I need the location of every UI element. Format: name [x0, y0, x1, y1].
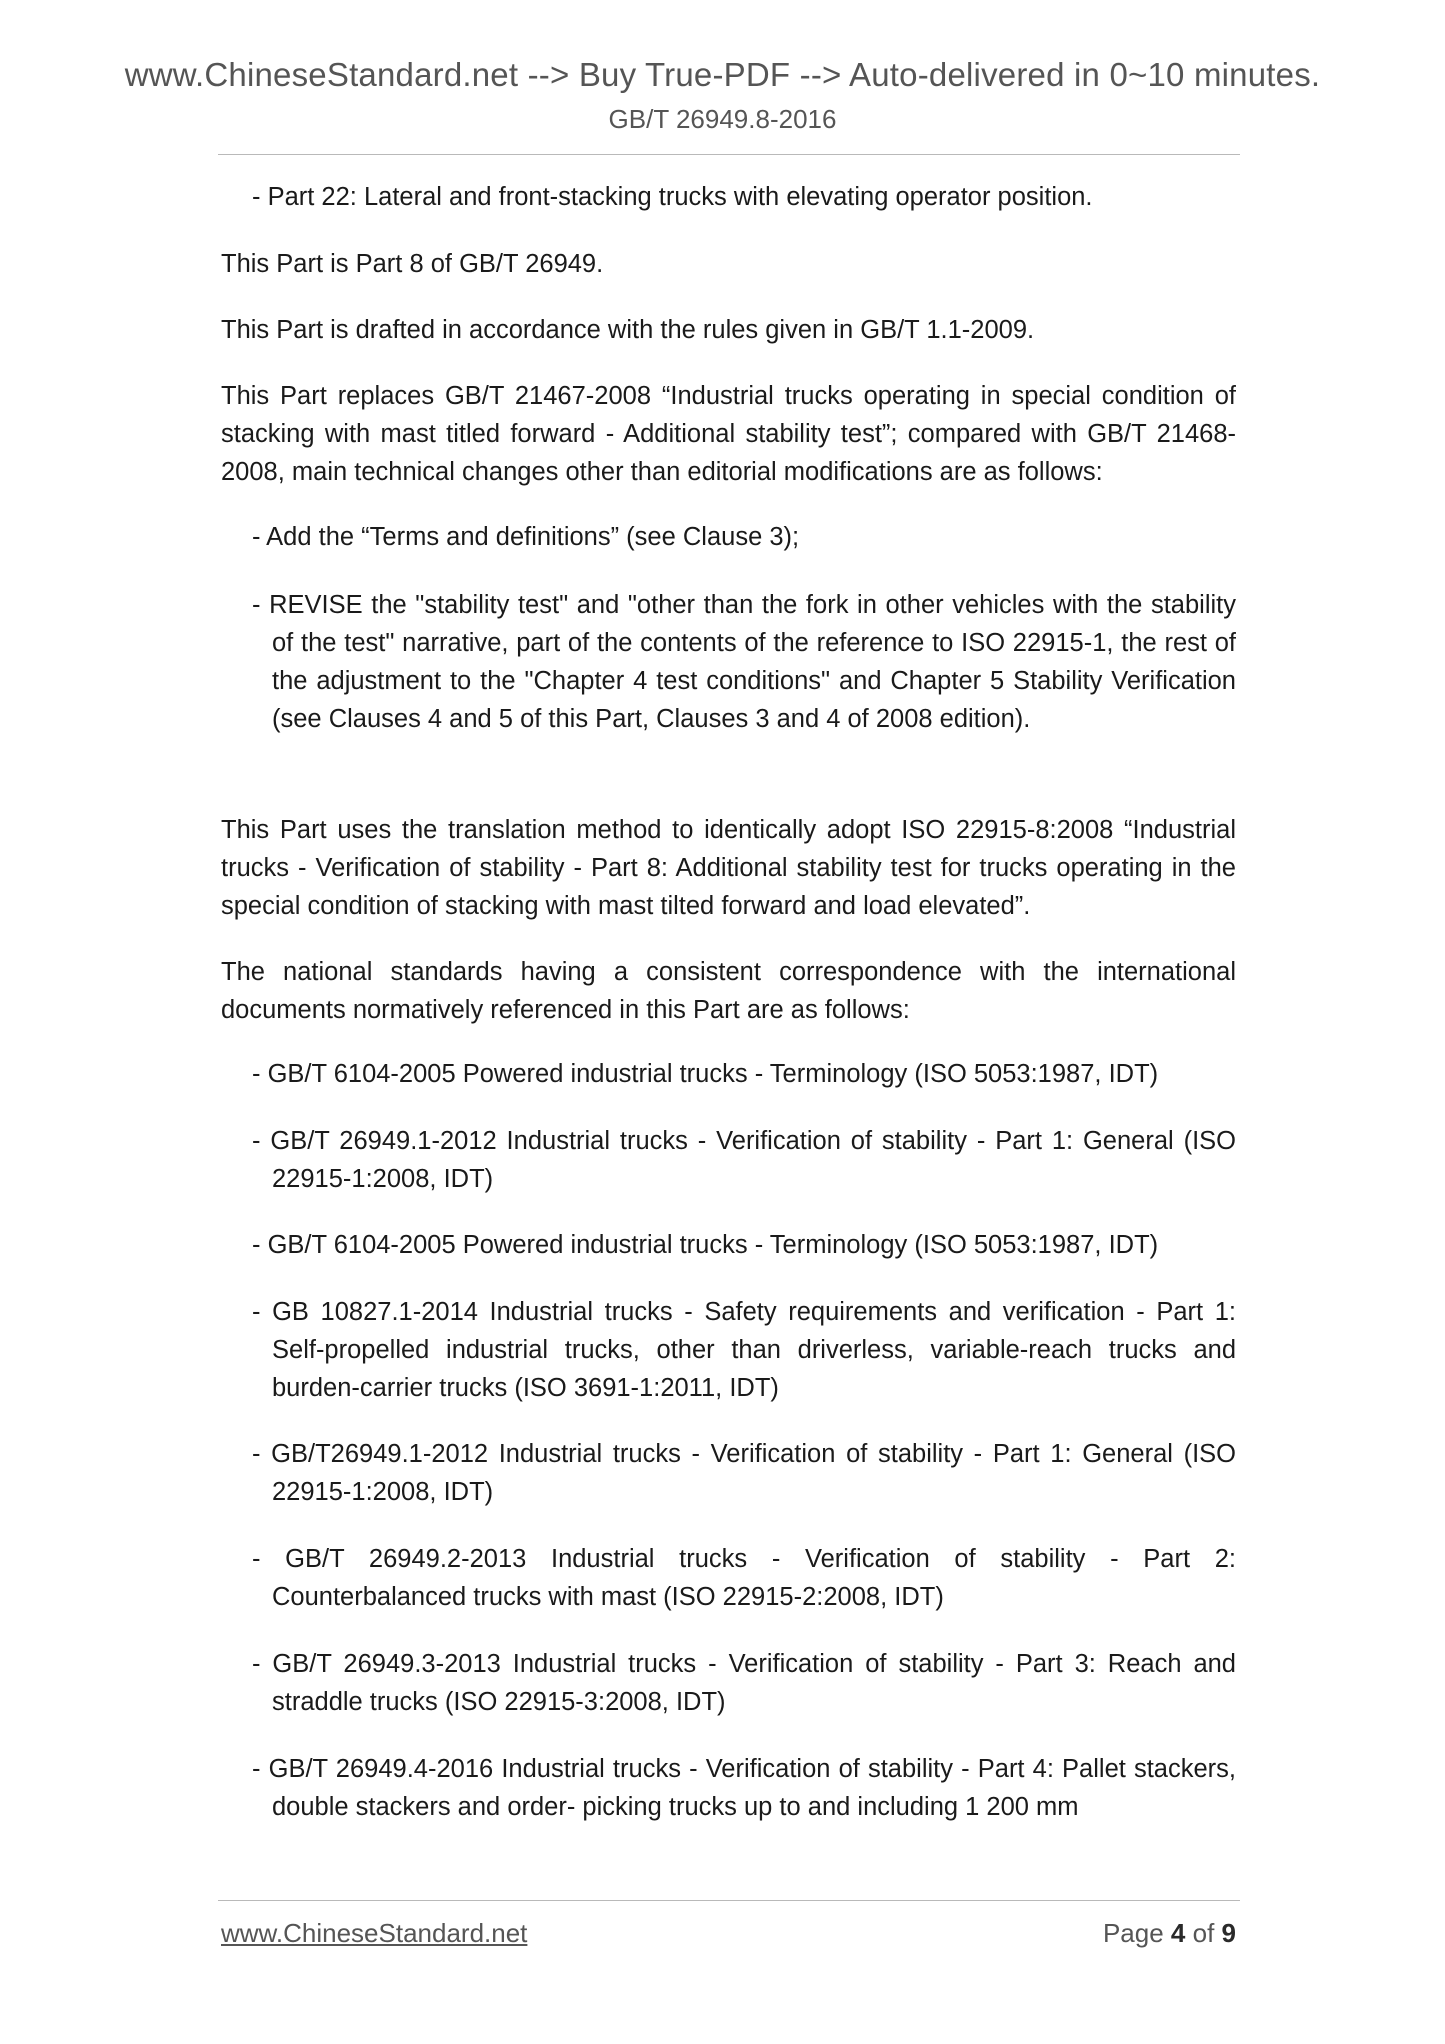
paragraph-national: The national standards having a consistent correspondence with the international documents normatively referenced in this Part are as follows: — [221, 958, 1236, 1024]
reference-item: - GB/T 6104-2005 Powered industrial trucks - Terminology (ISO 5053:1987, IDT) — [252, 1060, 1159, 1088]
change-item-revise: - REVISE the "stability test" and "other than the fork in other vehicles with the stability of the test" narrative, part of the contents of the reference to ISO 22915-1, the rest of the adjustment to the "Chapter 4 test conditions" and Chapter 5 Stability Verification (see Clauses 4 and 5 of this Part, Clauses 3 and 4 of 2008 edition). — [252, 591, 1236, 733]
page-total: 9 — [1221, 1918, 1236, 1948]
paragraph-replaces: This Part replaces GB/T 21467-2008 “Industrial trucks operating in special condition of stacking with mast titled forward - Additional stability test”; compared with GB/T 21468-2008, main technical changes other than editorial modifications are as follows: — [221, 382, 1236, 486]
header-banner: www.ChineseStandard.net --> Buy True-PDF --> Auto-delivered in 0~10 minutes. — [124, 56, 1321, 93]
page-sep: of — [1185, 1918, 1222, 1948]
page-indicator — [1103, 1918, 1236, 1949]
paragraph-drafted: This Part is drafted in accordance with the rules given in GB/T 1.1-2009. — [221, 316, 1035, 344]
change-item-terms: - Add the “Terms and definitions” (see Clause 3); — [252, 523, 800, 551]
paragraph-part8: This Part is Part 8 of GB/T 26949. — [221, 250, 604, 278]
reference-item: - GB/T 26949.2-2013 Industrial trucks - Verification of stability - Part 2: Counterbalanced trucks with mast (ISO 22915-2:2008, IDT) — [252, 1545, 1236, 1611]
reference-item: - GB/T 26949.1-2012 Industrial trucks - Verification of stability - Part 1: General (ISO 22915-1:2008, IDT) — [252, 1127, 1236, 1193]
list-item-part22: - Part 22: Lateral and front-stacking trucks with elevating operator position. — [252, 183, 1093, 211]
footer-divider — [218, 1900, 1240, 1901]
header-divider — [218, 154, 1240, 155]
reference-item: - GB/T26949.1-2012 Industrial trucks - Verification of stability - Part 1: General (ISO 22915-1:2008, IDT) — [252, 1440, 1236, 1506]
reference-item: - GB/T 26949.3-2013 Industrial trucks - Verification of stability - Part 3: Reach and straddle trucks (ISO 22915-3:2008, IDT) — [252, 1650, 1236, 1716]
page-current: 4 — [1170, 1918, 1186, 1948]
footer-website-link[interactable]: www.ChineseStandard.net — [221, 1918, 528, 1948]
page-prefix: Page — [1102, 1918, 1171, 1948]
reference-item: - GB 10827.1-2014 Industrial trucks - Safety requirements and verification - Part 1: Self-propelled industrial trucks, other than driverless, variable-reach trucks and burden-carrier trucks (ISO 3691-1:2011, IDT) — [252, 1298, 1236, 1402]
reference-item: - GB/T 26949.4-2016 Industrial trucks - Verification of stability - Part 4: Pallet stackers, double stackers and order- picking trucks up to and including 1 200 mm — [252, 1755, 1236, 1821]
paragraph-translation: This Part uses the translation method to identically adopt ISO 22915-8:2008 “Industrial trucks - Verification of stability - Part 8: Additional stability test for trucks operating in the special condition of stacking with mast tilted forward and load elevated”. — [221, 816, 1236, 920]
reference-item: - GB/T 6104-2005 Powered industrial trucks - Terminology (ISO 5053:1987, IDT) — [252, 1231, 1159, 1259]
standard-code: GB/T 26949.8-2016 — [608, 104, 837, 134]
